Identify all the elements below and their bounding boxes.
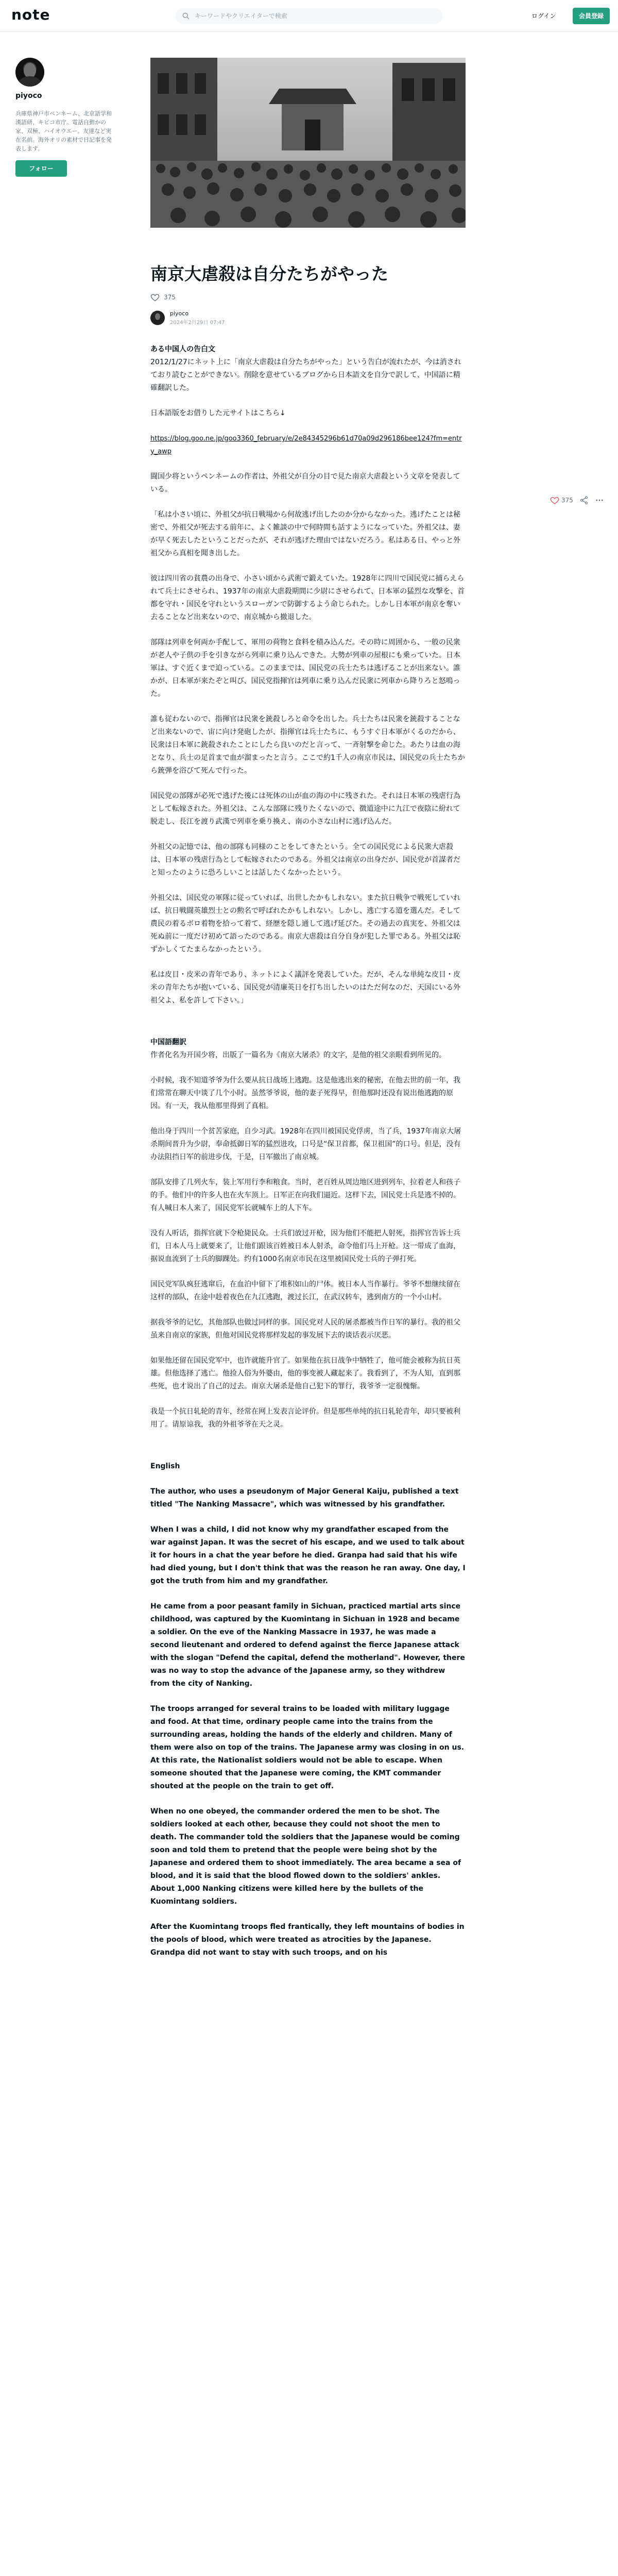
source-link[interactable]: https://blog.goo.ne.jp/goo3360_february/e/2e84345296b61d70a09d296186bee124?fm=entry_awp bbox=[150, 435, 462, 455]
search-icon bbox=[182, 12, 190, 20]
article bbox=[150, 263, 466, 1972]
intro-paragraph: 2012/1/27にネット上に「南京大虐殺は自分たちがやった」という告白が流れたが、今は消されており読むことができない。削除を意せているブログから日本語文を自分で訳して、中国語に精確翻訳した。 bbox=[150, 358, 461, 392]
search-bar[interactable] bbox=[175, 8, 443, 24]
like-row bbox=[150, 293, 466, 302]
intro-paragraph: 日本語版をお借りした元サイトはこちら↓ bbox=[150, 409, 286, 417]
en-paragraph: When no one obeyed, the commander ordered the men to be shot. The soldiers looked at each other, because they could not shoot the men to death. The commander told the soldiers that the Japanese would be coming soon and told them to pretend that the people were being shot by the Japanese and ordered them to shoot immediately. The area became a sea of blood, and it is said that the blood flowed down to the soldiers' ankles. About 1,000 Nanking citizens were killed here by the bullets of the Kuomintang soldiers. bbox=[150, 1807, 461, 1906]
jp-paragraph: 誰も従わないので、指揮官は民衆を銃殺しろと命令を出した。兵士たちは民衆を銃殺することなど出来ないので、宙に向け発砲したが、指揮官は兵士たちに、もうすぐ日本軍がくるのだから、民衆は日本軍に銃殺されたことにしたら良いのだと言って、一斉射撃を命じた。あたりは血の海となり、兵士の足首まで血が溜まったと言う。ここで約1千人の南京市民は、国民党の兵士たちから銃弾を浴びて死んで行った。 bbox=[150, 715, 465, 775]
cn-paragraph: 如果他还留在国民党军中，也许就能升官了。如果他在抗日战争中牺牲了，他可能会被称为抗日英雄。但他选择了逃亡。他捡人俗为外婆由，他的事变被人藏起来了。我看到了，不为人知，直到那些死，也才说出了自己的过去。南京大屠杀是他自己犯下的罪行，我爷爷一定很愧惭。 bbox=[150, 1357, 460, 1391]
jp-paragraph: 闘国少将というペンネームの作者は、外祖父が自分の目で見た南京大虐殺という文章を発表している。 bbox=[150, 472, 460, 494]
author-bio: 兵庫県神戸市ペンネーム、北京語学和漢語研、キビコ市庁。電話自動かの家、双極、ハイオウエー。友達など実在名前。海外オリの素材で日記事を発表します。 bbox=[15, 110, 112, 152]
en-paragraph: When I was a child, I did not know why my grandfather escaped from the war against Japan. It was the secret of his escape, and we used to talk about it for hours in a chat the year before he died. Granpa had said that his wife had died young, but I don't think that was the reason he ran away. One day, I got the truth from him and my grandfather. bbox=[150, 1526, 466, 1585]
avatar[interactable] bbox=[15, 58, 44, 87]
like-count: 375 bbox=[164, 294, 176, 301]
cn-paragraph: 作者化名为开国少将，出版了一篇名为《南京大屠杀》的文字，是他的祖父亲眼看到所见的。 bbox=[150, 1051, 446, 1059]
cn-paragraph: 国民党军队疯狂逃窜后，在血泊中留下了堆积如山的尸体。被日本人当作暴行。爷爷不想继续留在这样的部队，在途中趁着夜色在九江逃跑，渡过长江，在武汉转车，逃到南方的一个小山村。 bbox=[150, 1280, 460, 1301]
avatar[interactable] bbox=[150, 311, 165, 325]
jp-paragraph: 彼は四川省の貧農の出身で、小さい頃から武術で鍛えていた。1928年に四川で国民党に捕らえられて兵士にさせられ、1937年の南京大虐殺期間に少尉にさせられて、日本軍の猛烈な攻撃を、首都を守れ・国民を守れというスローガンで防御するよう命じられた。しかし日本軍が南京を奪い去ることなど出来ないので、南京城から撤退した。 bbox=[150, 574, 465, 621]
cn-paragraph: 我是一个抗日轧轮的青年，经常在网上发表言论评价。但是那些单纯的抗日轧轮青年，却只要被利用了。请原谅我，我的外祖爷爷在天之灵。 bbox=[150, 1408, 460, 1429]
author-name[interactable]: piyoco bbox=[15, 92, 42, 100]
cn-paragraph: 他出身于四川一个贫苦家庭，自少习武。1928年在四川被国民党俘虏，当了兵，1937年南京大屠杀期间晋升为少尉，奉命抵御日军的猛烈进攻，口号是“保卫首都，保卫祖国”的口号。但是，没有办法阻挡日军的前进步伐，于是，日军撤出了南京城。 bbox=[150, 1127, 461, 1161]
meta-author-name[interactable]: piyoco bbox=[170, 310, 189, 317]
like-count: 375 bbox=[561, 497, 573, 504]
en-paragraph: He came from a poor peasant family in Sichuan, practiced martial arts since childhood, was captured by the Kuomintang in Sichuan in 1928 and became a soldier. On the eve of the Nanking Massacre in 1937, he was made a second lieutenant and ordered to defend against the fierce Japanese attack with the slogan "Defend the capital, defend the motherland". However, there was no way to stop the advance of the Japanese army, so they withdrew from the city of Nanking. bbox=[150, 1602, 465, 1688]
article-body bbox=[150, 343, 466, 1959]
cn-paragraph: 没有人听话，指挥官就下令枪毙民众。士兵们放过开枪，因为他们不能把人射死，指挥官告诉士兵们，日本人马上就要来了，让他们跟该百姓被日本人射杀，命令他们马上开枪。这一带成了血海，据说血流到了士兵的脚踝处。约有1000名南京市民在这里被国民党士兵的子弹打死。 bbox=[150, 1229, 460, 1263]
register-button[interactable]: 会員登録 bbox=[573, 8, 610, 24]
follow-button[interactable]: フォロー bbox=[15, 160, 67, 177]
like-button[interactable] bbox=[550, 496, 573, 505]
jp-paragraph: 「私は小さい頃に、外祖父が抗日戦場から何故逃げ出したのか分からなかった。逃げたことは秘密で、外祖父が死去する前年に、よく雑談の中で何時間も話すようになっていた。外祖父は、妻が早く死去したということだったが、それが逃げた理由ではないだろう。私はある日、やっと外祖父から真相を聞き出した。 bbox=[150, 511, 460, 557]
article-actions bbox=[550, 496, 610, 505]
jp-paragraph: 外祖父の記憶では、他の部隊も同様のことをしてきたという。全ての国民党による民衆大虐殺は、日本軍の残虐行為として転嫁されたのである。外祖父は南京の出身だが、国民党が首謀者だと知ったのように恐ろしいことは話したくなかったという。 bbox=[150, 843, 460, 877]
note-logo[interactable]: note bbox=[11, 6, 50, 23]
cn-paragraph: 小时候，我不知道爷爷为什么要从抗日战场上逃跑。这是他逃出来的秘密，在他去世的前一年，我们常常在聊天中谈了几个小时。虽然爷爷说，他的妻子死得早，但他那时还没有说出他逃跑的原因。有一天，我从他那里得到了真相。 bbox=[150, 1076, 460, 1110]
en-paragraph: After the Kuomintang troops fled frantically, they left mountains of bodies in the pools of blood, which were treated as atrocities by the Japanese. Grandpa did not want to stay with such troops, and on his bbox=[150, 1923, 465, 1957]
jp-paragraph: 外祖父は、国民党の軍隊に従っていれば、出世したかもしれない。また抗日戦争で戦死していれば、抗日戦闘英雄烈士との勲名で呼ばれたかもしれない。しかし、逃亡する道を選んだ。そして農民の着るボロ着物を拾って着て、経歴を隠し通して逃げ延びた。その過去の真実を、外祖父は死ぬ前に一度だけ初めて語ったのである。南京大虐殺は自分自身が犯した罪である。外祖父は恥ずかしくてたまらなかったという。 bbox=[150, 894, 460, 954]
cn-paragraph: 部队安排了几列火车，装上军用行李和粮食。当时，老百姓从周边地区进到列车，拉着老人和孩子的手。他们中的许多人也在火车顶上。日军正在向我们逼近。这样下去，国民党士兵是逃不掉的。有人喊日本人来了，国民党军长就喊车上的人下车。 bbox=[150, 1178, 460, 1212]
more-icon bbox=[595, 496, 604, 505]
jp-paragraph: 部隊は列車を何両か手配して、軍用の荷物と食料を積み込んだ。その時に周囲から、一般の民衆が老人や子供の手を引きながら列車に乗り込んできた。大勢が列車の屋根にも乗っていた。日本軍は、すぐ近くまで迫っている。このままでは、国民党の兵士たちは逃げることが出来ない。誰かが、日本軍が来たぞと叫び、国民党指揮官は列車に乗り込んだ民衆に列車から降りろと怒鳴った。 bbox=[150, 638, 460, 698]
intro-heading: ある中国人の告白文 bbox=[150, 345, 215, 353]
hero-image bbox=[150, 58, 466, 228]
heart-icon[interactable] bbox=[150, 293, 160, 302]
article-title: 南京大虐殺は自分たちがやった bbox=[150, 264, 388, 284]
search-input[interactable] bbox=[194, 12, 433, 20]
heart-icon bbox=[550, 496, 559, 505]
site-header bbox=[0, 0, 618, 32]
share-icon bbox=[579, 496, 589, 505]
login-button[interactable]: ログイン bbox=[531, 12, 556, 20]
share-button[interactable] bbox=[579, 496, 589, 505]
cn-heading: 中国語翻訳 bbox=[150, 1038, 186, 1046]
jp-paragraph: 国民党の部隊が必死で逃げた後には死体の山が血の海の中に残された。それは日本軍の残虐行為として転嫁された。外祖父は、こんな部隊に残りたくないので、徴道途中に九江で夜陰に紛れて脱走し、長江を渡り武漢で列車を乗り換え、南の小さな山村に逃げ込んだ。 bbox=[150, 792, 460, 826]
more-button[interactable] bbox=[595, 496, 604, 505]
publish-date: 2024年2月29日 07:47 bbox=[170, 320, 225, 326]
en-heading: English bbox=[150, 1462, 180, 1470]
cn-paragraph: 据我爷爷的记忆，其他部队也做过同样的事。国民党对人民的屠杀都被当作日军的暴行。我的祖父虽来自南京的家族，但他对国民党将那样发起的事发展下去的谈话表示厌恶。 bbox=[150, 1318, 460, 1340]
en-paragraph: The troops arranged for several trains to be loaded with military luggage and food. At that time, ordinary people came into the trains from the surrounding areas, holding the hands of the elderly and children. Many of them were also on top of the trains. The Japanese army was closing in on us. At this rate, the Nationalist soldiers would not be able to escape. When someone shouted that the Japanese were coming, the KMT commander shouted at the people on the train to get off. bbox=[150, 1705, 465, 1790]
author-meta bbox=[150, 310, 466, 326]
author-sidebar bbox=[15, 58, 124, 177]
jp-paragraph: 私は皮目・皮米の青年であり、ネットによく議評を発表していた。だが、そんな単純な皮目・皮米の青年たちが抱いている、国民党が清廉英日を打ち出したいのはただ何なのだ、天国にいる外祖父よ、私を許して下さい。」 bbox=[150, 971, 460, 1005]
en-paragraph: The author, who uses a pseudonym of Major General Kaiju, published a text titled "The Nanking Massacre", which was witnessed by his grandfather. bbox=[150, 1487, 459, 1509]
